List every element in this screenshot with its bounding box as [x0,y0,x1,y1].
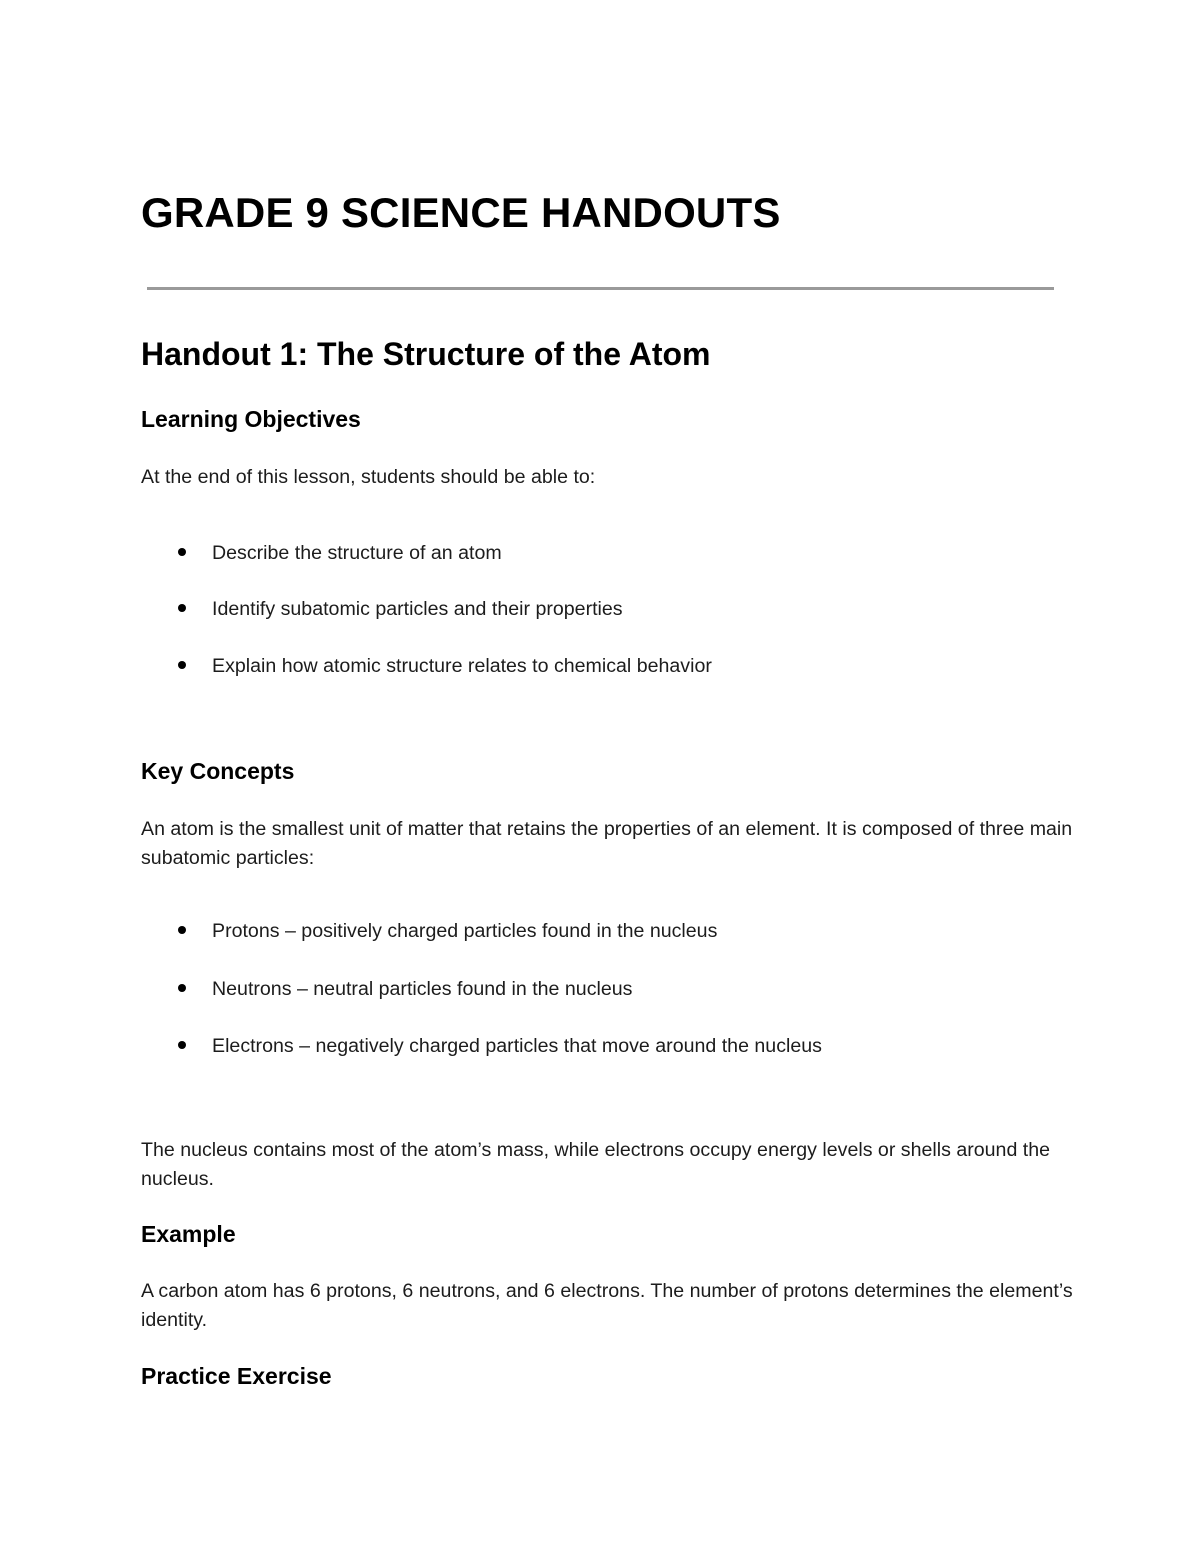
learning-objectives-intro: At the end of this lesson, students should be able to: [141,466,596,488]
handout-title: Handout 1: The Structure of the Atom [141,336,711,372]
example-text: A carbon atom has 6 protons, 6 neutrons, and 6 electrons. The number of protons determines the element’s identity. [141,1280,1073,1331]
bullet-icon [178,548,186,556]
bullet-icon [178,1041,186,1049]
list-item-text: Electrons – negatively charged particles that move around the nucleus [212,1035,822,1057]
list-item [175,975,632,1004]
bullet-icon [178,984,186,992]
list-item [175,539,502,568]
document-title: GRADE 9 SCIENCE HANDOUTS [141,189,781,236]
list-item-text: Explain how atomic structure relates to chemical behavior [212,655,712,677]
list-item [175,1032,822,1061]
list-item-text: Protons – positively charged particles found in the nucleus [212,920,718,942]
list-item-text: Identify subatomic particles and their properties [212,598,623,620]
list-item-text: Neutrons – neutral particles found in the nucleus [212,978,633,1000]
title-divider [147,287,1054,290]
example-heading: Example [141,1221,236,1247]
list-item [175,595,623,624]
key-concepts-heading: Key Concepts [141,758,295,784]
list-item [175,917,717,946]
bullet-icon [178,604,186,612]
list-item [175,652,712,681]
learning-objectives-heading: Learning Objectives [141,406,361,432]
bullet-icon [178,926,186,934]
bullet-icon [178,661,186,669]
key-concepts-intro: An atom is the smallest unit of matter that retains the properties of an element. It is composed of three main subatomic particles: [141,818,1073,869]
practice-exercise-heading: Practice Exercise [141,1363,332,1389]
list-item-text: Describe the structure of an atom [212,542,502,564]
key-concepts-closing: The nucleus contains most of the atom’s mass, while electrons occupy energy levels or shells around the nucleus. [141,1139,1051,1190]
